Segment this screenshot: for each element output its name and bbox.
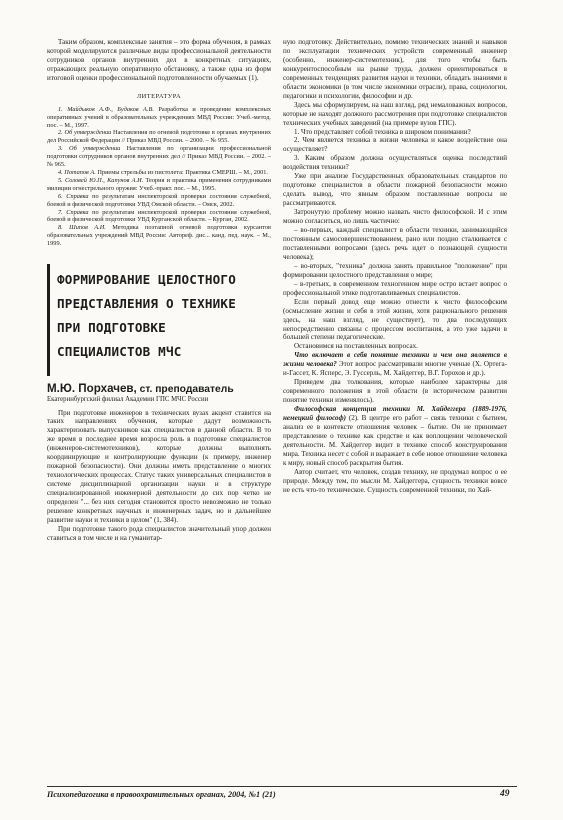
journal-footer: Психопедагогика в правоохранительных органах, 2004, №1 (21) <box>47 790 276 799</box>
reference-text: Наставления по организации профессиональной подготовки сотрудников органов внутренних дел // Приказ МВД России. – 2002. – № 965. <box>47 145 271 169</box>
paragraph-text: 3. Каким образом должна осуществляться оценка последствий воздействия техники? <box>283 154 507 172</box>
right-paragraph <box>283 128 507 137</box>
right-paragraph <box>283 101 507 128</box>
right-column <box>283 38 507 495</box>
right-paragraph <box>283 226 507 262</box>
right-paragraph <box>283 468 507 495</box>
paragraph-lead: Что включает в себя понятие техники и чем она является в жизни человека? <box>283 351 507 369</box>
author-affiliation: Екатеринбургский филиал Академии ГПС МЧС России <box>47 396 209 404</box>
article-title-line-1: ФОРМИРОВАНИЕ ЦЕЛОСТНОГО <box>57 272 236 288</box>
paragraph-text: Остановимся на поставленных вопросах. <box>294 342 418 351</box>
paragraph-text: Приведем два толкования, которые наиболее характерны для современного положения в этой области (в историческом развитии понятие техники изменялось). <box>283 378 507 405</box>
right-paragraph <box>283 262 507 280</box>
reference-text: по результатам инспекторской проверки состояния служебной, боевой и физической подготовки УВД Омской области. – Омск, 2002. <box>47 192 271 208</box>
author-name: М.Ю. Порхачев, <box>47 382 137 396</box>
paragraph-lead: Философская концепция техники М. Хайдеггера (1889-1976, немецкий философ) <box>283 405 507 423</box>
article-author <box>47 382 271 396</box>
intro-paragraph: Таким образом, комплексные занятия – это форма обучения, в рамках которой моделируются различные виды профессиональной деятельности сотрудников органов внутренних дел в конкретных ситуациях, отражающих реальную оперативную обстановку, а также одна из форм итоговой оценки профессиональной подготовленности обучаемых (1). <box>47 38 271 82</box>
paragraph-text: Этот вопрос рассматривали многие ученые (Х. Ортега-и-Гассет, К. Ясперс, Э. Гуссерль, М. Хайдеггер, В.Г. Горохов и др.). <box>283 360 507 378</box>
reference-item <box>47 224 271 248</box>
paragraph-text: – во-первых, каждый специалист в области техники, занимающийся постоянным самосовершенствованием, рано или поздно сталкивается с поставленными вопросами (здесь речь идет о познающей сущности человека); <box>283 226 507 261</box>
reference-item <box>47 169 271 177</box>
paragraph-text: 2. Чем является техника в жизни человека и какое воздействие она осуществляет? <box>283 136 507 154</box>
paragraph-text: ную подготовку. Действительно, помимо технических знаний и навыков по эксплуатации технических устройств современный инженер (особенно, инженер-системотехник), для того чтобы быть конкурентоспособным на рынке труда, должен ориентироваться в современных тенденциях развития науки и техники, обладать знаниями в области экономики (в том числе экономики отрасли), права, социологии, педагогики и психологии, философии и др. <box>283 38 507 100</box>
paragraph-text: – в-третьих, в современном техногенном мире остро встает вопрос о профессиональной этике подготавливаемых специалистов. <box>283 279 507 297</box>
references-list <box>47 106 271 248</box>
paragraph-text: Если первый довод еще можно отнести к чисто философским (осмысление жизни и себя в этой жизни, хотя рационального решения здесь, на наш взгляд, не существует), то два последующих непосредственно связаны с процессом воспитания, а это уже задачи в большей степени педагогические. <box>283 297 507 342</box>
reference-author: 8. Шипов А.И. <box>58 224 106 232</box>
article-title-block <box>47 264 271 376</box>
reference-item <box>47 106 271 130</box>
paragraph-text: Автор считает, что человек, создав технику, не продумал вопрос о ее природе. Между тем, по мысли М. Хайдеггера, сущность техники вовсе не есть что-то техническое. Сущность современной техники, по Хай- <box>283 467 507 494</box>
page-number: 49 <box>500 789 510 799</box>
reference-text: Приемы стрельбы из пистолета: Практика СМЕРШ. – М., 2001. <box>95 168 268 176</box>
reference-text: Теория и практика применения сотрудниками милиции огнестрельного оружия: Учеб.-практ. пос. – М., 1995. <box>47 176 271 192</box>
reference-author: 1. Майдыков А.Ф., Будаков А.В. <box>58 105 154 113</box>
paragraph-text: Здесь мы сформулируем, на наш взгляд, ряд немаловажных вопросов, которые не находят должного рассмотрения при подготовке специалистов технических учебных заведений (на примере вузов ГПС). <box>283 100 507 127</box>
right-paragraph <box>283 342 507 351</box>
article-title-line-2: ПРЕДСТАВЛЕНИЯ О ТЕХНИКЕ <box>57 296 236 312</box>
right-paragraph <box>283 351 507 378</box>
right-paragraph <box>283 298 507 343</box>
article-title-line-4: СПЕЦИАЛИСТОВ МЧС <box>57 344 182 360</box>
article-title-line-3: ПРИ ПОДГОТОВКЕ <box>57 320 166 336</box>
reference-text: по результатам инспекторской проверки состояния служебной, боевой и физической подготовки УВД Курганской области. – Курган, 2002. <box>47 208 271 224</box>
right-paragraph <box>283 378 507 405</box>
body-paragraph-2: При подготовке такого рода специалистов значительный упор должен ставиться в том числе и на гуманитар- <box>47 524 271 542</box>
paragraph-text: 1. Что представляет собой техника в широком понимании? <box>294 127 471 136</box>
right-paragraph <box>283 405 507 468</box>
right-paragraph <box>283 136 507 154</box>
reference-item <box>47 209 271 225</box>
right-paragraph <box>283 172 507 208</box>
right-paragraph <box>283 208 507 226</box>
reference-author: 7. Справка <box>58 208 89 216</box>
body-paragraph-1: При подготовке инженеров в технических вузах акцент ставится на таких направлениях обучения, которые дадут возможность характеризовать выпускников как специалистов в данной области. В то же время в последнее время возросла роль в подготовке специалистов (инженеров-системотехников), которые должны выполнять координирующие и контролирующие функции (к примеру, инженер пожарной безопасности). Они должны иметь представление о многих технологических процессах. Статус таких универсальных специалистов в системе дисциплинарной организации науки и в структуре специализированной инженерной деятельности до сих пор четко не определен "... без них сегодня становится просто невозможно не только решение конкретных научных и инженерных задач, но и дальнейшее развитие науки и техники в целом" (1, 384). <box>47 408 271 524</box>
reference-item <box>47 145 271 169</box>
right-paragraph <box>283 280 507 298</box>
references-title: ЛИТЕРАТУРА <box>136 92 182 100</box>
paragraph-text: Уже при анализе Государственных образовательных стандартов по подготовке специалистов в области пожарной безопасности можно сделать вывод, что явным образом поставленные вопросы не рассматриваются. <box>283 172 507 208</box>
reference-text: Методика поэтапной огневой подготовки курсантов образовательных учреждений МВД России: Автореф. дис... канд. пед. наук. – М., 1999. <box>47 224 271 248</box>
reference-item <box>47 177 271 193</box>
reference-item <box>47 193 271 209</box>
reference-author: 2. Об утверждении <box>58 129 112 137</box>
reference-author: 4. Потапов А. <box>58 168 96 176</box>
paragraph-text: Затронутую проблему можно назвать чисто философской. И с этим можно согласиться, но лишь частично: <box>283 208 507 226</box>
reference-text: Наставления по огневой подготовке в органах внутренних дел Российской Федерации // Приказ МВД России. – 2000. – № 955. <box>47 129 271 145</box>
reference-text: Разработка и проведение комплексных оперативных учений в образовательных учреждениях МВД России: Учеб.-метод. пос. – М., 1997. <box>47 105 271 129</box>
left-column <box>47 38 271 543</box>
paragraph-text: – во-вторых, "техника" должна занять правильное "положение" при формировании целостного представления о мире; <box>283 261 507 279</box>
paragraph-text: (2). В центре его работ – связь техники с бытием, анализ ее в контексте отношения человек – бытие. Он не принимает представление о технике как средстве и как воплощении человеческой деятельности. М. Хайдеггер видит в технике способ конструирования мира. Техника несет с собой и выражает в себе новое отношение человека к миру, новый способ раскрытия бытия. <box>283 414 507 467</box>
right-paragraph <box>283 154 507 172</box>
reference-author: 6. Справка <box>58 192 89 200</box>
right-paragraph <box>283 38 507 101</box>
reference-author: 3. Об утверждении <box>58 145 121 153</box>
author-position: ст. преподаватель <box>136 384 234 396</box>
reference-item <box>47 129 271 145</box>
reference-author: 5. Соловей Ю.П., Капунов А.И. <box>58 176 144 184</box>
footer-rule <box>47 786 517 787</box>
